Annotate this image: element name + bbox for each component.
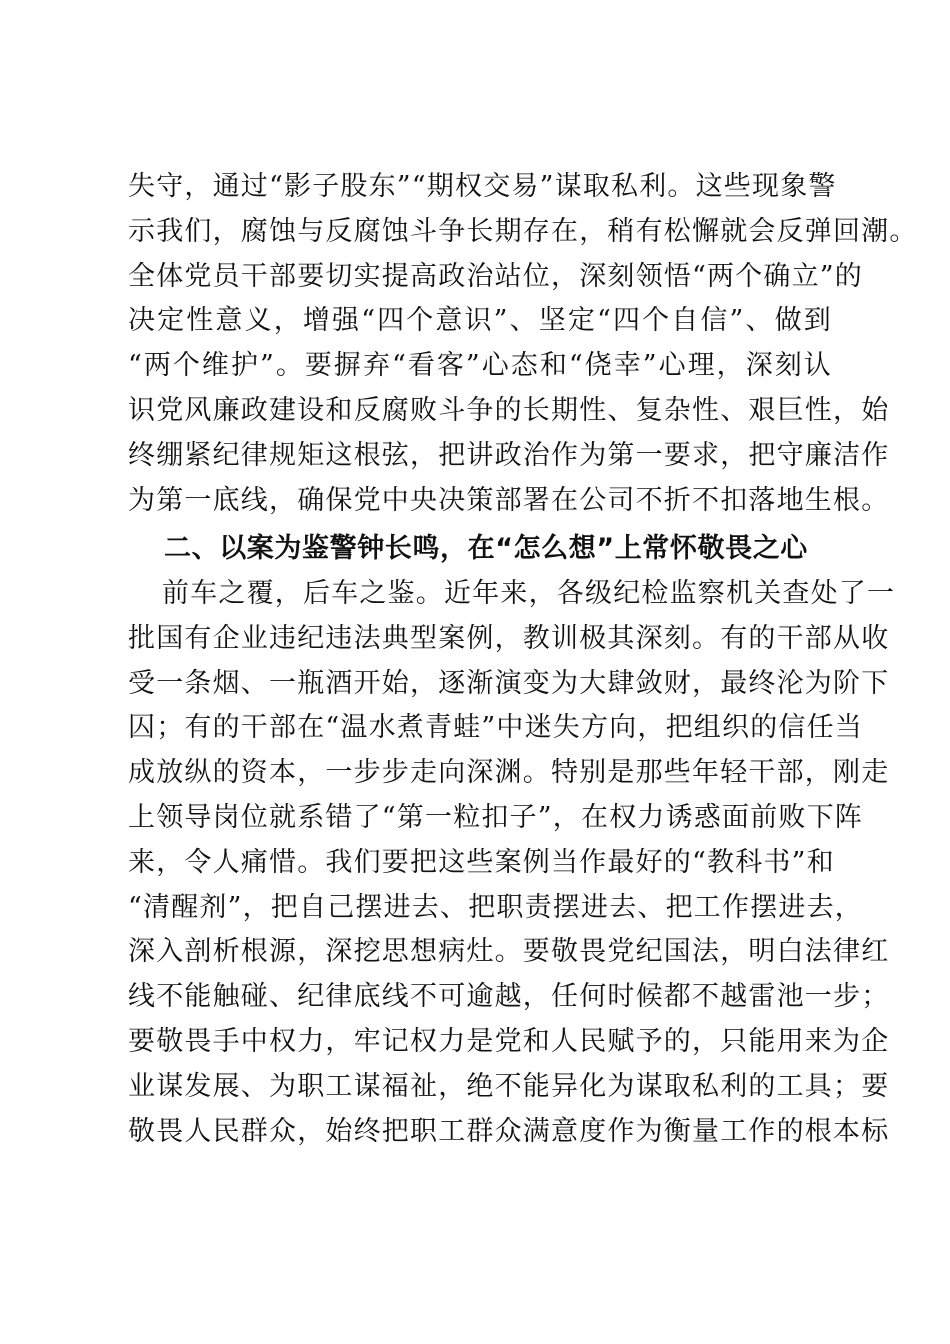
paragraph-line: “清醒剂”，把自己摆进去、把职责摆进去、把工作摆进去， — [128, 891, 864, 923]
paragraph-line: 全体党员干部要切实提高政治站位，深刻领悟“两个确立”的 — [128, 260, 864, 292]
paragraph-line: 囚；有的干部在“温水煮青蛙”中迷失方向，把组织的信任当 — [128, 712, 864, 744]
paragraph-line: 成放纵的资本，一步步走向深渊。特别是那些年轻干部，刚走 — [128, 757, 890, 789]
paragraph-line: 终绷紧纪律规矩这根弦，把讲政治作为第一要求，把守廉洁作 — [128, 439, 890, 471]
paragraph-line: 失守，通过“影子股东”“期权交易”谋取私利。这些现象警 — [128, 171, 837, 202]
paragraph-line: 示我们，腐蚀与反腐蚀斗争长期存在，稍有松懈就会反弹回潮。 — [128, 215, 918, 247]
paragraph-continued — [128, 165, 918, 523]
paragraph-line: 业谋发展、为职工谋福祉，绝不能异化为谋取私利的工具；要 — [128, 1070, 890, 1102]
paragraph-line: 识党风廉政建设和反腐败斗争的长期性、复杂性、艰巨性，始 — [128, 394, 890, 426]
section-heading-block — [164, 527, 808, 572]
paragraph-line: “两个维护”。要摒弃“看客”心态和“侥幸”心理，深刻认 — [128, 350, 832, 382]
paragraph-section-2 — [128, 572, 896, 1154]
paragraph-line: 决定性意义，增强“四个意识”、坚定“四个自信”、做到 — [128, 305, 832, 337]
paragraph-line: 上领导岗位就系错了“第一粒扣子”，在权力诱惑面前败下阵 — [128, 801, 864, 833]
paragraph-line: 要敬畏手中权力，牢记权力是党和人民赋予的，只能用来为企 — [128, 1025, 890, 1057]
paragraph-line: 来，令人痛惜。我们要把这些案例当作最好的“教科书”和 — [128, 846, 835, 878]
section-heading: 二、以案为鉴警钟长鸣，在“怎么想”上常怀敬畏之心 — [164, 533, 808, 564]
paragraph-line: 受一条烟、一瓶酒开始，逐渐演变为大肆敛财，最终沦为阶下 — [128, 667, 890, 699]
paragraph-first-line: 前车之覆，后车之鉴。近年来，各级纪检监察机关查处了一 — [162, 578, 896, 609]
paragraph-line: 线不能触碰、纪律底线不可逾越，任何时候都不越雷池一步； — [128, 981, 890, 1013]
paragraph-line: 为第一底线，确保党中央决策部署在公司不折不扣落地生根。 — [128, 484, 890, 516]
paragraph-line: 深入剖析根源，深挖思想病灶。要敬畏党纪国法，明白法律红 — [128, 936, 890, 968]
paragraph-line: 批国有企业违纪违法典型案例，教训极其深刻。有的干部从收 — [128, 622, 890, 654]
paragraph-line: 敬畏人民群众，始终把职工群众满意度作为衡量工作的根本标 — [128, 1115, 890, 1147]
